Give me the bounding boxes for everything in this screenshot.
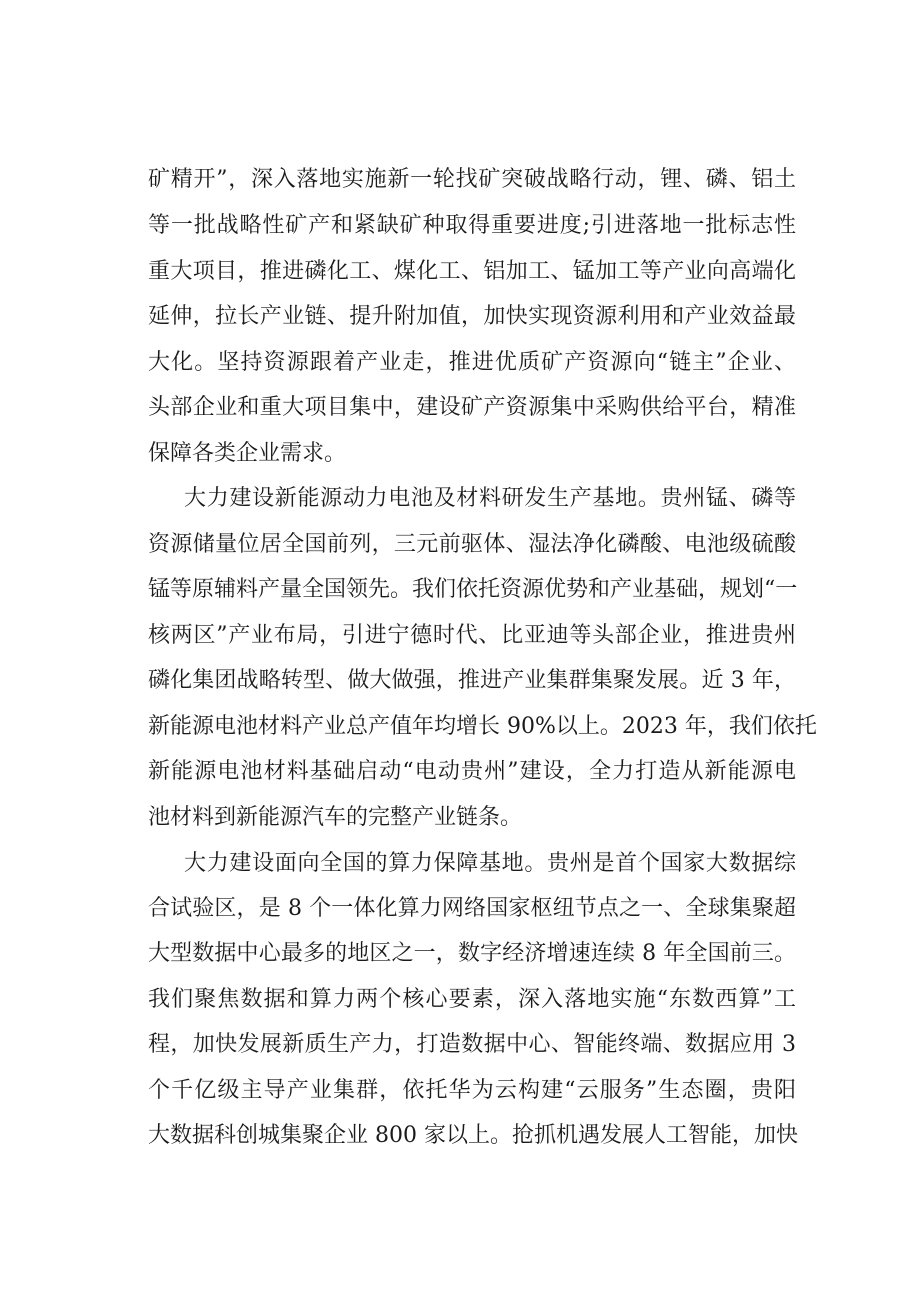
paragraph-1-line-2: 等一批战略性矿产和紧缺矿种取得重要进度;引进落地一批标志性 <box>148 213 796 238</box>
paragraph-3-line-3: 大型数据中心最多的地区之一，数字经济增速连续 8 年全国前三。 <box>148 941 796 966</box>
paragraph-1-line-4: 延伸，拉长产业链、提升附加值，加快实现资源利用和产业效益最 <box>148 304 796 329</box>
paragraph-1-line-6: 头部企业和重大项目集中，建设矿产资源集中采购供给平台，精准 <box>148 395 796 420</box>
paragraph-2-line-4: 核两区”产业布局，引进宁德时代、比亚迪等头部企业，推进贵州 <box>148 623 796 648</box>
paragraph-2-line-3: 锰等原辅料产量全国领先。我们依托资源优势和产业基础，规划“一 <box>148 577 798 602</box>
paragraph-2-line-5: 磷化集团战略转型、做大做强，推进产业集群集聚发展。近 3 年， <box>148 668 796 693</box>
paragraph-1-line-1: 矿精开”，深入落地实施新一轮找矿突破战略行动，锂、磷、铝土 <box>148 167 796 192</box>
paragraph-2-line-8: 池材料到新能源汽车的完整产业链条。 <box>148 805 523 830</box>
paragraph-1-line-7: 保障各类企业需求。 <box>148 441 347 466</box>
paragraph-3-line-6: 个千亿级主导产业集群，依托华为云构建“云服务”生态圈，贵阳 <box>148 1078 796 1103</box>
paragraph-1-line-5: 大化。坚持资源跟着产业走，推进优质矿产资源向“链主”企业、 <box>148 350 796 375</box>
paragraph-3-line-4: 我们聚焦数据和算力两个核心要素，深入落地实施“东数西算”工 <box>148 987 796 1012</box>
paragraph-3-line-1: 大力建设面向全国的算力保障基地。贵州是首个国家大数据综 <box>184 851 796 876</box>
paragraph-1-line-3: 重大项目，推进磷化工、煤化工、铝加工、锰加工等产业向高端化 <box>148 259 796 284</box>
paragraph-3-line-2: 合试验区，是 8 个一体化算力网络国家枢纽节点之一、全球集聚超 <box>148 896 796 921</box>
paragraph-2-line-1: 大力建设新能源动力电池及材料研发生产基地。贵州锰、磷等 <box>184 486 796 511</box>
paragraph-3-line-5: 程，加快发展新质生产力，打造数据中心、智能终端、数据应用 3 <box>148 1032 796 1057</box>
paragraph-2-line-7: 新能源电池材料基础启动“电动贵州”建设，全力打造从新能源电 <box>148 759 796 784</box>
paragraph-3-line-7: 大数据科创城集聚企业 800 家以上。抢抓机遇发展人工智能，加快 <box>148 1123 798 1148</box>
paragraph-2-line-6: 新能源电池材料产业总产值年均增长 90%以上。2023 年，我们依托 <box>148 714 817 739</box>
paragraph-2-line-2: 资源储量位居全国前列，三元前驱体、湿法净化磷酸、电池级硫酸 <box>148 532 796 557</box>
